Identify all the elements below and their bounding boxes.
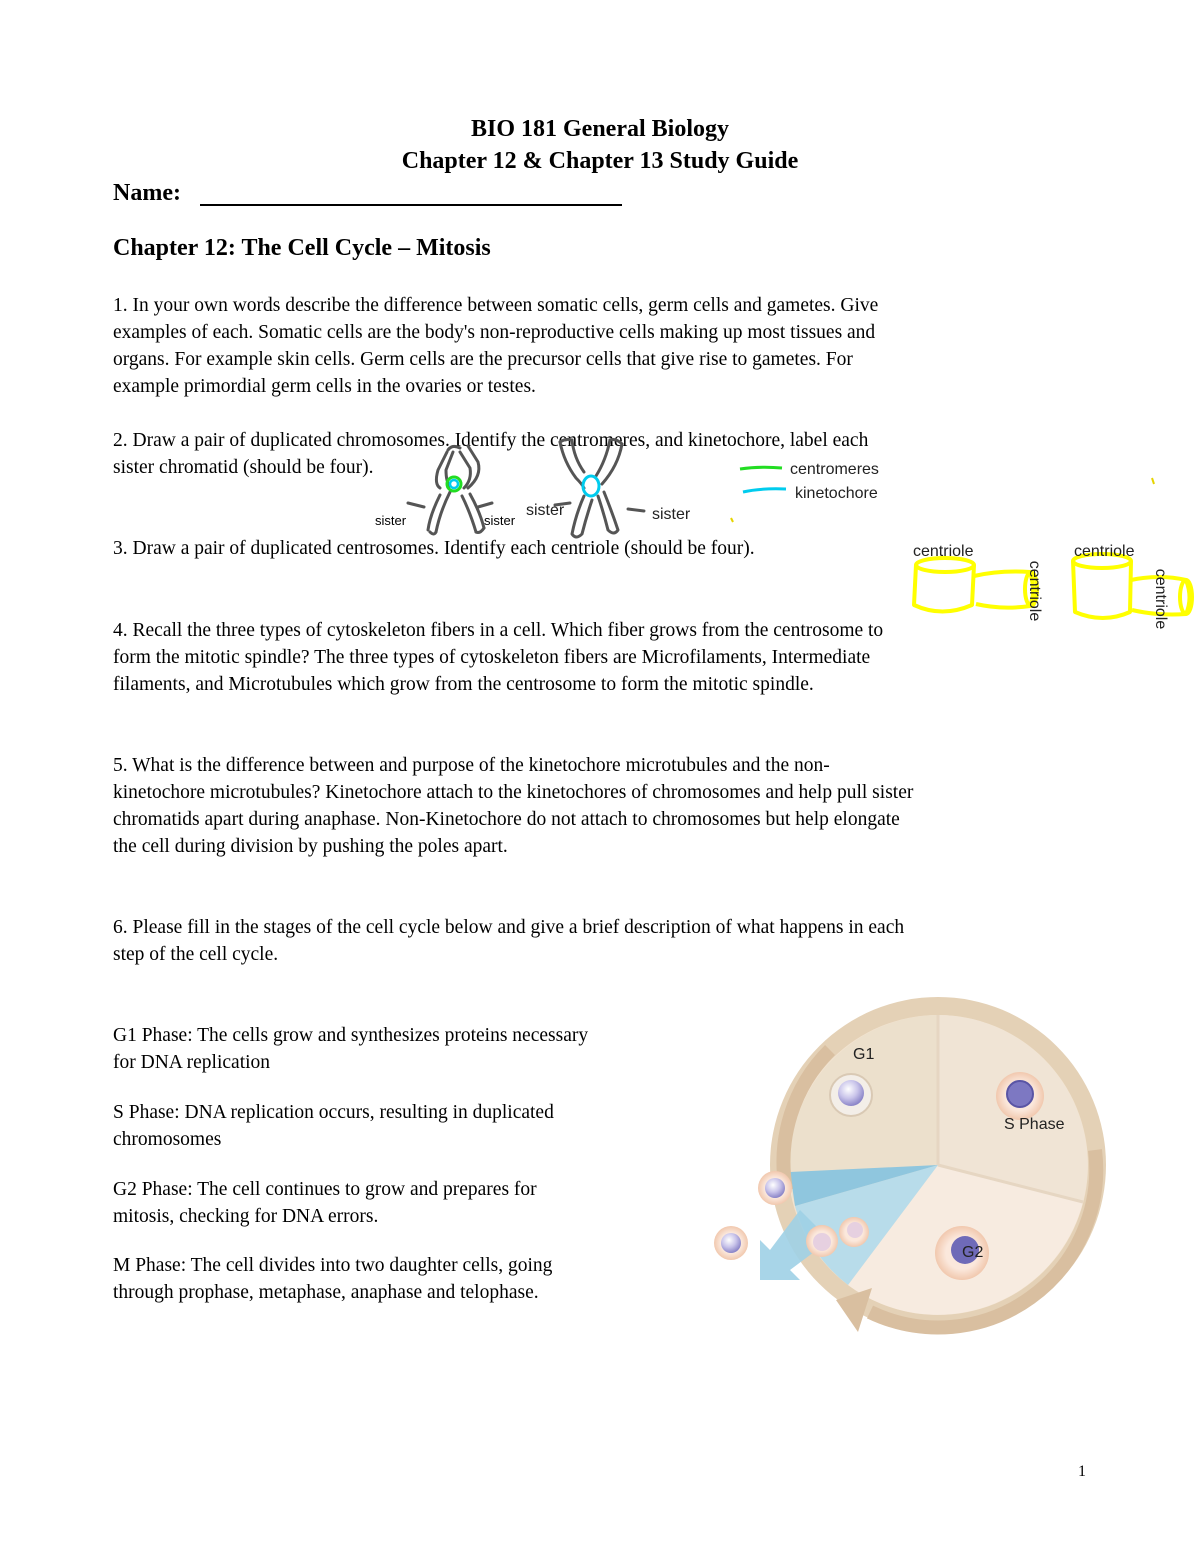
- guide-title: Chapter 12 & Chapter 13 Study Guide: [401, 148, 799, 174]
- sister-label-3: sister: [526, 502, 565, 519]
- m-cell-1: [765, 1178, 785, 1198]
- daughter-cell: [721, 1233, 741, 1253]
- question-3: 3. Draw a pair of duplicated centrosomes. Identify each centriole (should be four).: [113, 538, 755, 559]
- question-2: 2. Draw a pair of duplicated chromosomes. Identify the centromeres, and kinetochore, label each sister chromatid (should be four).: [113, 430, 869, 478]
- question-5: 5. What is the difference between and purpose of the kinetochore microtubules and the non- kinetochore microtubules? Kinetochore attach to the kinetochores of chromosomes and help pull sister chromatids apart during anaphase. Non-Kinetochore do not attach to chromosomes but help elongate the cell during division by pushing the poles apart.: [113, 755, 914, 857]
- course-title: BIO 181 General Biology: [471, 116, 729, 142]
- g2-diagram-label: G2: [962, 1244, 984, 1261]
- s-cell: [1007, 1081, 1033, 1107]
- centriole-label-3: centriole: [1074, 543, 1135, 560]
- legend-kinetochore: kinetochore: [795, 485, 878, 502]
- sister-label-4: sister: [652, 506, 691, 523]
- m-cell-2: [813, 1233, 831, 1251]
- phase-g2-description: G2 Phase: The cell continues to grow and prepares for mitosis, checking for DNA errors.: [113, 1179, 537, 1227]
- g1-diagram-label: G1: [853, 1046, 875, 1063]
- legend-centromeres: centromeres: [790, 461, 879, 478]
- centriole-label-1: centriole: [913, 543, 974, 560]
- m-cell-3: [847, 1222, 863, 1238]
- sister-label-1: sister: [375, 513, 407, 528]
- chapter-heading: Chapter 12: The Cell Cycle – Mitosis: [113, 235, 491, 261]
- question-4: 4. Recall the three types of cytoskeleton fibers in a cell. Which fiber grows from the centrosome to form the mitotic spindle? The three types of cytoskeleton fibers are Microfilaments, Intermediate filaments, and Microtubules which grow from the centrosome to form the mitotic spindle.: [113, 620, 884, 695]
- page-number: 1: [1078, 1463, 1086, 1480]
- s-diagram-label: S Phase: [1004, 1116, 1065, 1133]
- g1-cell: [838, 1080, 864, 1106]
- phase-m-description: M Phase: The cell divides into two daughter cells, going through prophase, metaphase, anaphase and telophase.: [113, 1255, 553, 1303]
- centriole-label-2: centriole: [1026, 560, 1044, 622]
- question-1: 1. In your own words describe the difference between somatic cells, germ cells and gametes. Give examples of each. Somatic cells are the body's non-reproductive cells making up most tissues and organs. For example skin cells. Germ cells are the precursor cells that give rise to gametes. For example primordial germ cells in the ovaries or testes.: [113, 295, 879, 397]
- phase-g1-description: G1 Phase: The cells grow and synthesizes proteins necessary for DNA replication: [113, 1025, 589, 1073]
- centriole-label-4: centriole: [1152, 568, 1170, 630]
- phase-s-description: S Phase: DNA replication occurs, resulting in duplicated chromosomes: [113, 1102, 554, 1150]
- question-6: 6. Please fill in the stages of the cell cycle below and give a brief description of what happens in each step of the cell cycle.: [113, 917, 905, 965]
- sister-label-2: sister: [484, 513, 516, 528]
- name-label: Name:: [113, 180, 181, 206]
